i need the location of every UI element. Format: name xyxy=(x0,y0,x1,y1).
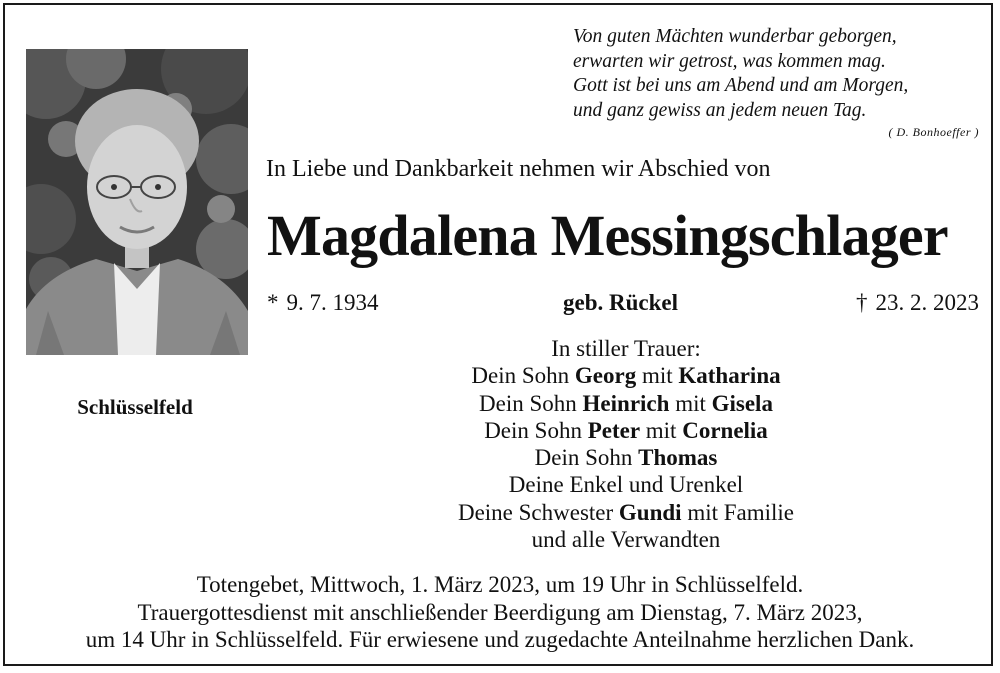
relation: Dein Sohn xyxy=(534,445,639,471)
list-item xyxy=(366,444,886,471)
list-item xyxy=(366,499,886,526)
poem-author: ( D. Bonhoeffer ) xyxy=(888,125,979,139)
place-of-residence: Schlüsselfeld xyxy=(77,395,193,419)
service-details xyxy=(15,571,985,654)
poem-line: Gott ist bei uns am Abend und am Morgen, xyxy=(573,75,909,96)
life-dates xyxy=(267,290,979,320)
relation: und alle Verwandten xyxy=(531,527,721,553)
maiden-name: geb. Rückel xyxy=(563,290,678,315)
relative-name: Thomas xyxy=(638,445,718,471)
list-item xyxy=(366,526,886,553)
footer-line: um 14 Uhr in Schlüsselfeld. Für erwiesene und zugedachte Anteilnahme herzlichen Dank. xyxy=(85,627,915,652)
list-item xyxy=(366,390,886,417)
relative-name: Heinrich xyxy=(582,390,670,416)
list-item xyxy=(366,471,886,498)
poem-line: und ganz gewiss an jedem neuen Tag. xyxy=(573,99,867,121)
relation: Dein Sohn xyxy=(479,390,583,416)
obituary-notice xyxy=(3,3,993,666)
relation: Dein Sohn xyxy=(471,363,575,389)
birth-date-value: 9. 7. 1934 xyxy=(286,290,379,315)
partner-name: Gisela xyxy=(711,390,773,416)
connector: mit xyxy=(669,390,712,416)
relation: Deine Schwester xyxy=(457,499,619,525)
list-item xyxy=(366,362,886,389)
bonhoeffer-poem xyxy=(573,25,979,140)
birth-date xyxy=(267,290,379,316)
connector: mit xyxy=(636,363,679,389)
relative-name: Peter xyxy=(587,417,641,443)
mourners-heading: In stiller Trauer: xyxy=(551,336,701,361)
death-date xyxy=(856,290,979,316)
death-date-value: 23. 2. 2023 xyxy=(875,290,979,315)
poem-line: erwarten wir getrost, was kommen mag. xyxy=(573,50,886,72)
connector: mit Familie xyxy=(681,499,795,525)
footer-line: Totengebet, Mittwoch, 1. März 2023, um 19 Uhr in Schlüsselfeld. xyxy=(196,572,804,597)
portrait-photo xyxy=(26,49,248,355)
partner-name: Cornelia xyxy=(682,417,768,443)
partner-name: Katharina xyxy=(678,363,781,389)
relative-name: Georg xyxy=(574,363,637,389)
relative-name: Gundi xyxy=(618,499,682,525)
connector: mit xyxy=(640,417,683,443)
birth-star-icon: * xyxy=(267,290,279,315)
mourners-list xyxy=(366,335,886,553)
footer-line: Trauergottesdienst mit anschließender Beerdigung am Dienstag, 7. März 2023, xyxy=(137,599,863,625)
poem-line: Von guten Mächten wunderbar geborgen, xyxy=(573,26,897,47)
relation: Deine Enkel und Urenkel xyxy=(508,472,744,498)
relation: Dein Sohn xyxy=(484,417,588,443)
farewell-intro: In Liebe und Dankbarkeit nehmen wir Abschied von xyxy=(266,156,771,182)
list-item xyxy=(366,417,886,444)
deceased-name: Magdalena Messingschlager xyxy=(267,203,948,268)
death-cross-icon: † xyxy=(856,290,868,315)
